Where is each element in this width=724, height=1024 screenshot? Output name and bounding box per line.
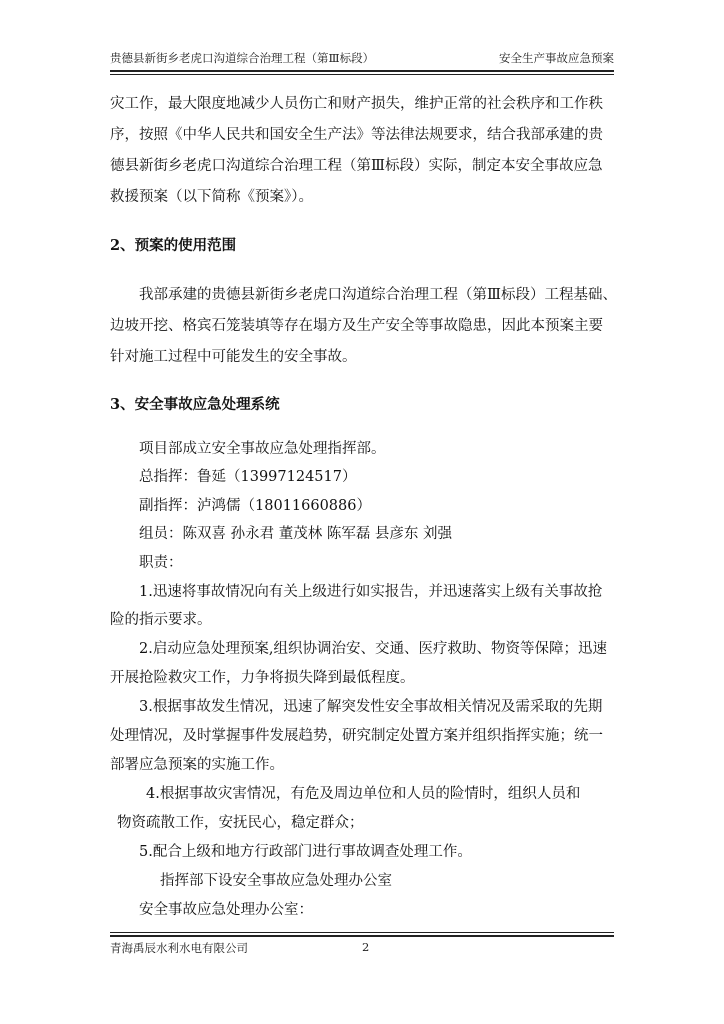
duty-3-line-3: 部署应急预案的实施工作。 — [110, 757, 284, 773]
page-number: 2 — [362, 940, 370, 954]
intro-line-3: 德县新街乡老虎口沟道综合治理工程（第Ⅲ标段）实际，制定本安全事故应急 — [110, 158, 603, 174]
duties-label: 职责： — [139, 555, 183, 571]
duty-4-line-1: 4.根据事故灾害情况，有危及周边单位和人员的险情时，组织人员和 — [146, 786, 581, 802]
footer-rule-thin — [110, 932, 614, 933]
header-rule-thick — [110, 70, 614, 72]
hq-established: 项目部成立安全事故应急处理指挥部。 — [139, 441, 386, 457]
intro-line-1: 灾工作，最大限度地减少人员伤亡和财产损失，维护正常的社会秩序和工作秩 — [110, 96, 603, 112]
section-heading-2: 2、预案的使用范围 — [110, 237, 237, 254]
header-project-title: 贵德县新街乡老虎口沟道综合治理工程（第Ⅲ标段） — [110, 51, 375, 65]
header-rule-thin — [110, 74, 614, 75]
intro-line-2: 序，按照《中华人民共和国安全生产法》等法律法规要求，结合我部承建的贵 — [110, 127, 603, 143]
scope-line-3: 针对施工过程中可能发生的安全事故。 — [110, 349, 357, 365]
intro-line-4: 救援预案（以下简称《预案》）。 — [110, 189, 313, 205]
scope-line-1: 我部承建的贵德县新街乡老虎口沟道综合治理工程（第Ⅲ标段）工程基础、 — [139, 287, 617, 303]
page-header — [110, 50, 614, 66]
section-heading-3: 3、安全事故应急处理系统 — [110, 396, 280, 413]
footer-rule-thick — [110, 935, 614, 937]
office-established: 指挥部下设安全事故应急处理办公室 — [160, 873, 392, 889]
duty-4-line-2: 物资疏散工作，安抚民心，稳定群众； — [117, 815, 364, 831]
duty-2-line-1: 2.启动应急处理预案,组织协调治安、交通、医疗救助、物资等保障；迅速 — [139, 641, 607, 657]
duty-1-line-2: 险的指示要求。 — [110, 612, 212, 628]
duty-2-line-2: 开展抢险救灾工作，力争将损失降到最低程度。 — [110, 670, 415, 686]
duty-1-line-1: 1.迅速将事故情况向有关上级进行如实报告，并迅速落实上级有关事故抢 — [139, 584, 603, 600]
duty-5: 5.配合上级和地方行政部门进行事故调查处理工作。 — [139, 844, 472, 860]
duty-3-line-2: 处理情况，及时掌握事件发展趋势，研究制定处置方案并组织指挥实施；统一 — [110, 728, 603, 744]
footer-company: 青海禹辰水利水电有限公司 — [110, 941, 248, 955]
deputy-commander: 副指挥：泸鸿儒（18011660886） — [139, 498, 371, 514]
scope-line-2: 边坡开挖、格宾石笼装填等存在塌方及生产安全等事故隐患，因此本预案主要 — [110, 318, 603, 334]
commander: 总指挥：鲁延（13997124517） — [139, 469, 357, 485]
team-members: 组员：陈双喜 孙永君 董茂林 陈军磊 县彦东 刘强 — [139, 526, 453, 542]
page-footer — [110, 940, 614, 956]
office-label: 安全事故应急处理办公室： — [139, 902, 313, 918]
duty-3-line-1: 3.根据事故发生情况，迅速了解突发性安全事故相关情况及需采取的先期 — [139, 699, 603, 715]
header-document-title: 安全生产事故应急预案 — [499, 51, 614, 65]
